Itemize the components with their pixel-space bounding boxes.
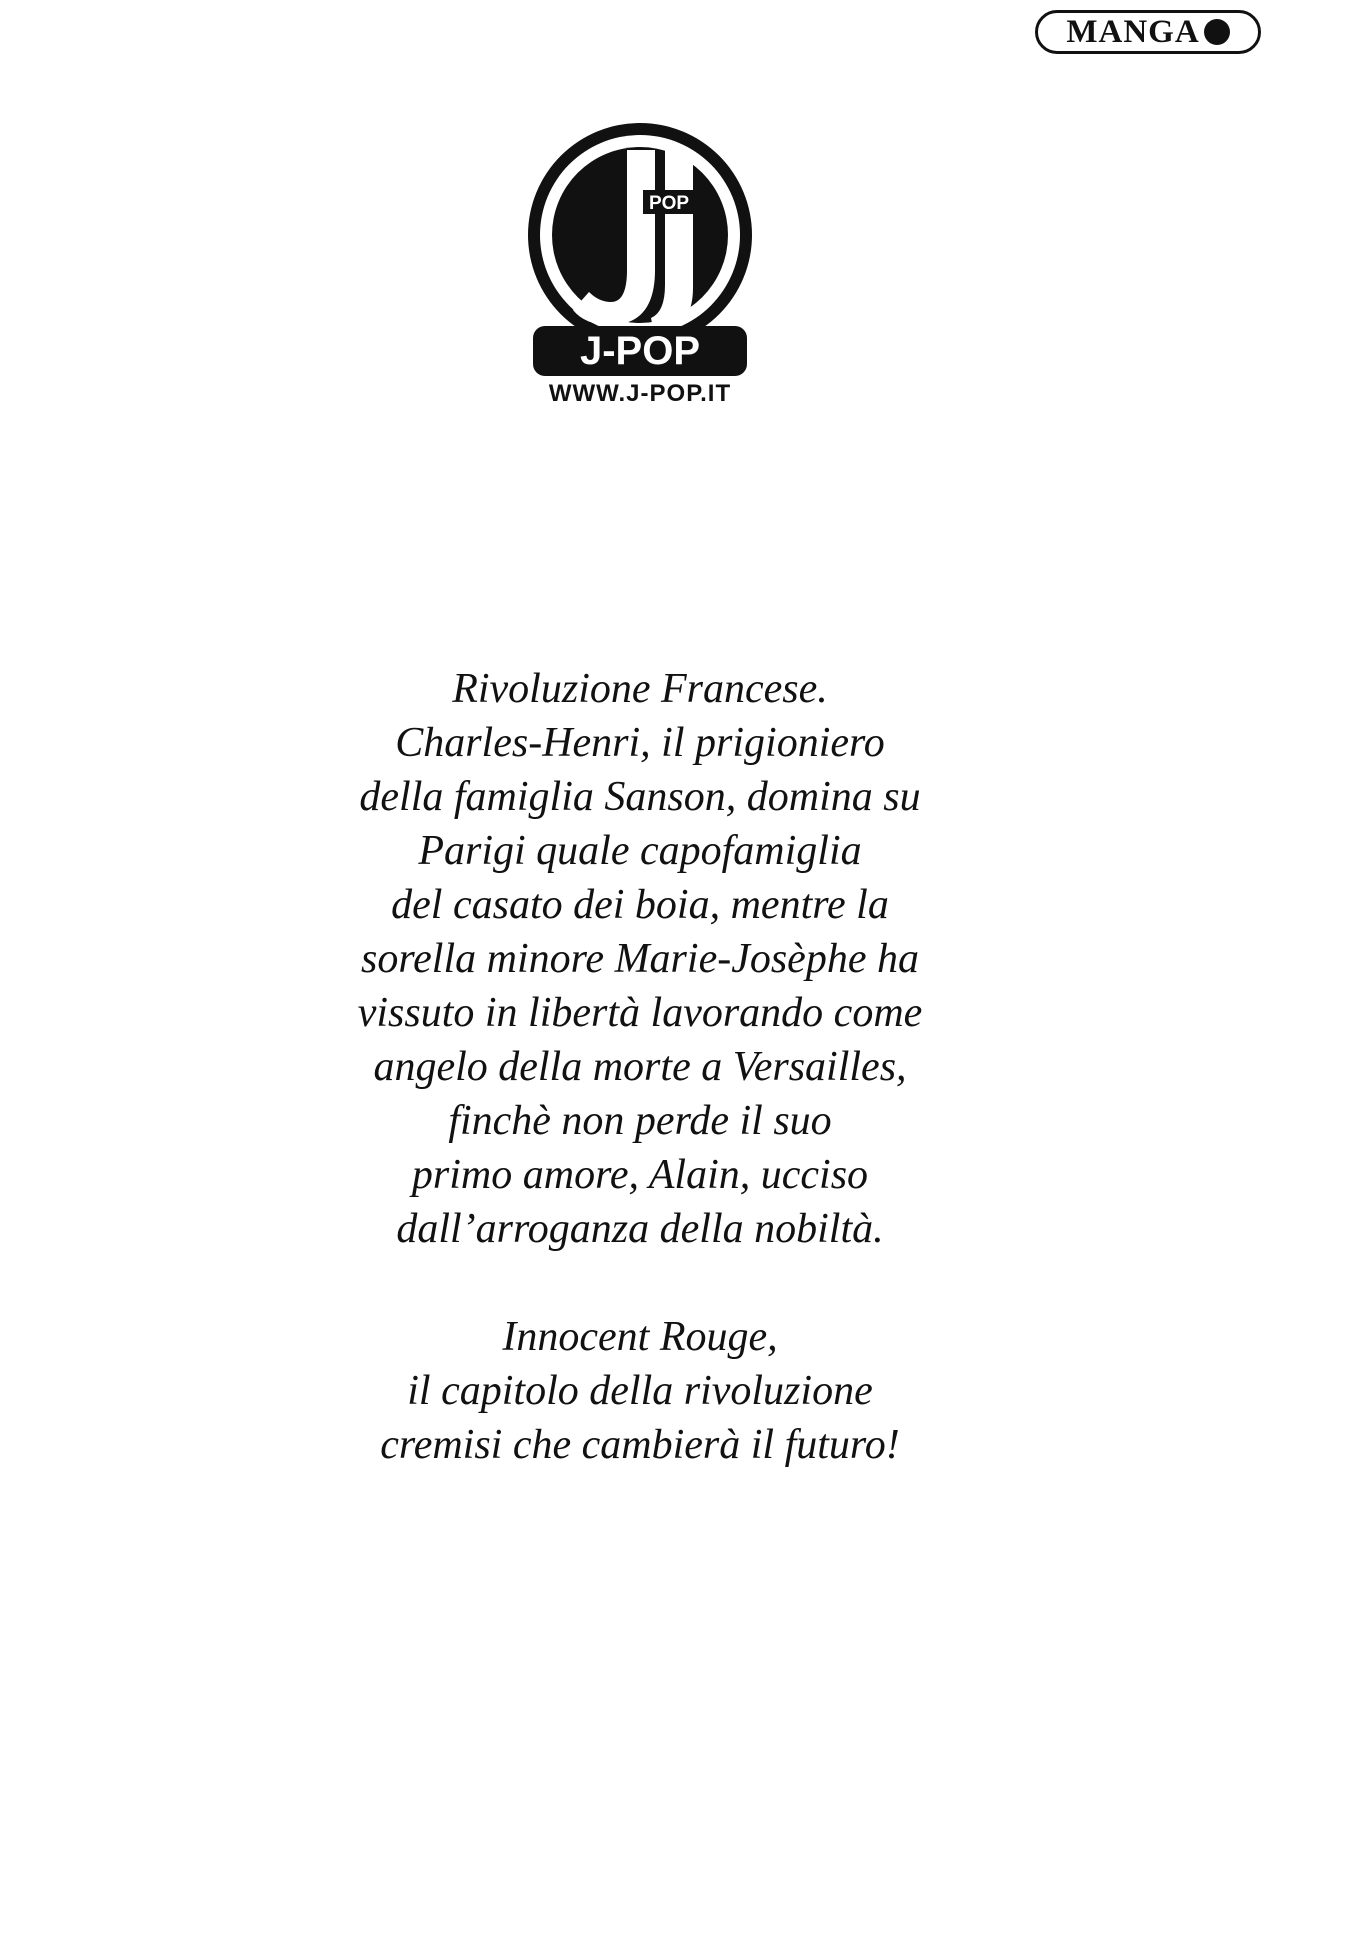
logo-banner-text: J-POP [579, 329, 701, 373]
synopsis-line: primo amore, Alain, ucciso [411, 1152, 869, 1198]
synopsis-line: angelo della morte a Versailles, [373, 1044, 907, 1090]
synopsis-paragraph [290, 662, 990, 1256]
synopsis-line: del casato dei boia, mentre la [391, 882, 889, 928]
filled-circle-icon [1204, 19, 1230, 45]
jpop-logo [515, 120, 765, 420]
synopsis-line: Parigi quale capofamiglia [418, 828, 862, 874]
tagline-line: il capitolo della rivoluzione [407, 1368, 873, 1414]
manga-badge [1035, 10, 1261, 54]
synopsis-line: vissuto in libertà lavorando come [357, 990, 923, 1036]
manga-badge-label: MANGA [1066, 13, 1200, 50]
synopsis-line: Rivoluzione Francese. [452, 666, 828, 712]
logo-small-text: POP [648, 193, 690, 214]
tagline-line: Innocent Rouge, [502, 1314, 778, 1360]
synopsis-line: Charles-Henri, il prigioniero [395, 720, 885, 766]
synopsis-line: sorella minore Marie-Josèphe ha [361, 936, 919, 982]
tagline-line: cremisi che cambierà il futuro! [380, 1422, 900, 1468]
publisher-url: WWW.J-POP.IT [548, 380, 732, 407]
synopsis [290, 662, 990, 1472]
jpop-logo-icon [515, 120, 765, 380]
synopsis-line: della famiglia Sanson, domina su [359, 774, 921, 820]
synopsis-line: finchè non perde il suo [448, 1098, 832, 1144]
synopsis-line: dall’arroganza della nobiltà. [396, 1206, 884, 1252]
tagline-paragraph [290, 1310, 990, 1472]
